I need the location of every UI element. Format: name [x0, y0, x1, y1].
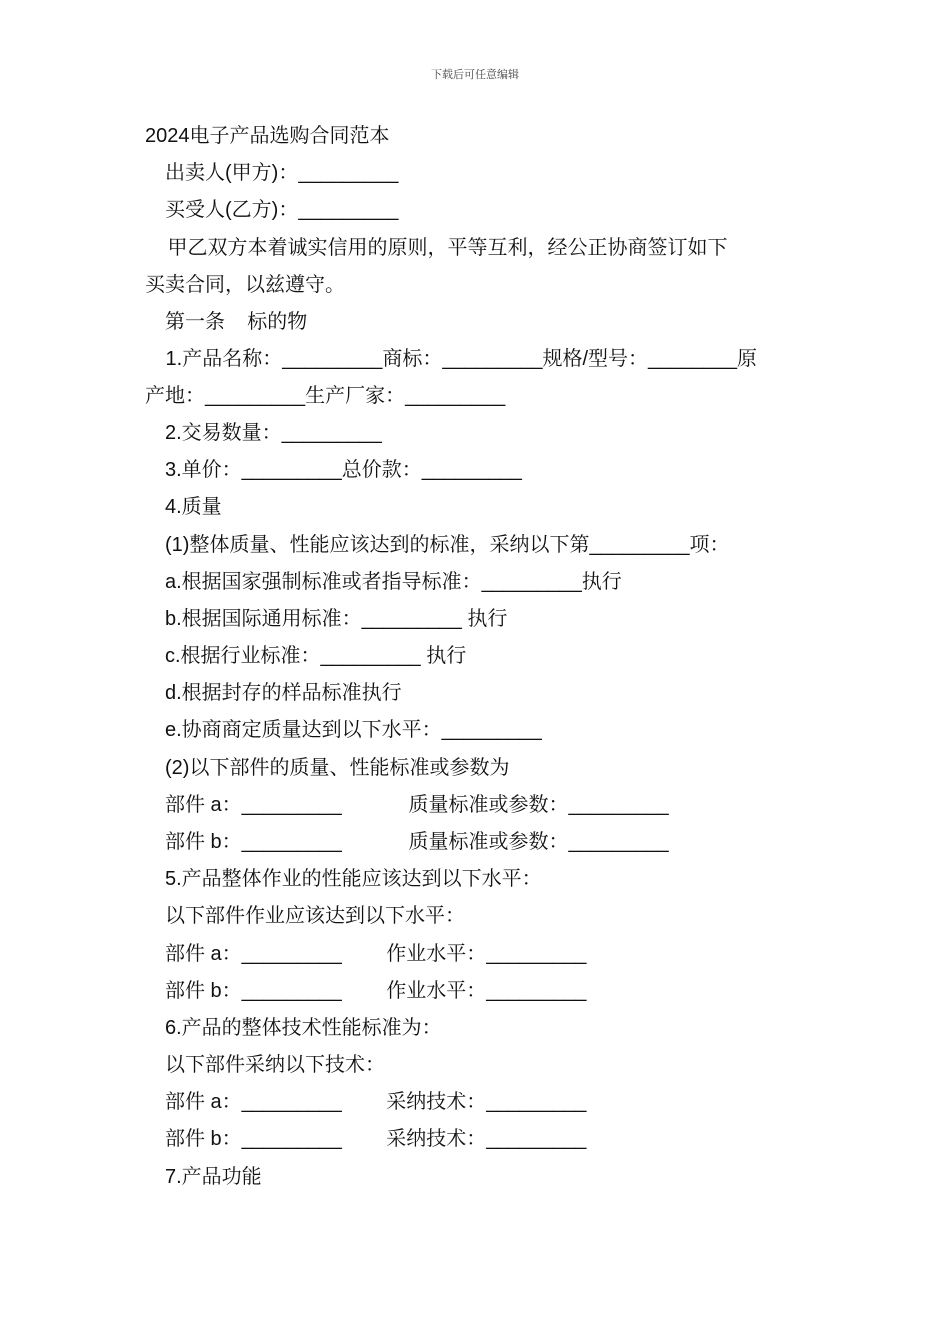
quantity-line: 2.交易数量：_________ [165, 422, 382, 444]
quality-option-c: c.根据行业标准：_________ 执行 [165, 645, 467, 667]
seller-line: 出卖人(甲方)：_________ [165, 162, 399, 184]
price-line: 3.单价：_________总价款：_________ [165, 459, 522, 481]
quality-standard-line: (1)整体质量、性能应该达到的标准，采纳以下第_________项： [165, 534, 730, 556]
parts-standard-heading: (2)以下部件的质量、性能标准或参数为 [165, 757, 510, 779]
part-a-quality-line: 部件 a：_________ 质量标准或参数：_________ [165, 794, 669, 816]
intro-paragraph-line-2: 买卖合同，以兹遵守。 [145, 274, 345, 296]
buyer-line: 买受人(乙方)：_________ [165, 199, 399, 221]
part-b-performance-line: 部件 b：_________ 作业水平：_________ [165, 980, 587, 1002]
page-header: 下载后可任意编辑 [431, 68, 519, 81]
product-info-line-1: 1.产品名称：_________商标：_________规格/型号：________原 [160, 348, 757, 370]
part-a-performance-line: 部件 a：_________ 作业水平：_________ [165, 943, 587, 965]
quality-option-b: b.根据国际通用标准：_________ 执行 [165, 608, 508, 630]
parts-technology-line: 以下部件采纳以下技术： [165, 1054, 385, 1076]
part-a-technology-line: 部件 a：_________ 采纳技术：_________ [165, 1091, 587, 1113]
performance-heading: 5.产品整体作业的性能应该达到以下水平： [165, 868, 542, 890]
part-b-quality-line: 部件 b：_________ 质量标准或参数：_________ [165, 831, 669, 853]
parts-performance-line: 以下部件作业应该达到以下水平： [165, 905, 465, 927]
quality-option-d: d.根据封存的样品标准执行 [165, 682, 402, 704]
product-function-heading: 7.产品功能 [165, 1166, 262, 1188]
article-1-heading: 第一条 标的物 [165, 311, 308, 333]
intro-paragraph-line-1: 甲乙双方本着诚实信用的原则，平等互利，经公正协商签订如下 [162, 237, 728, 259]
quality-option-e: e.协商商定质量达到以下水平：_________ [165, 719, 542, 741]
quality-heading: 4.质量 [165, 496, 222, 518]
part-b-technology-line: 部件 b：_________ 采纳技术：_________ [165, 1128, 587, 1150]
document-title: 2024电子产品选购合同范本 [145, 125, 390, 147]
quality-option-a: a.根据国家强制标准或者指导标准：_________执行 [165, 571, 622, 593]
product-info-line-2: 产地：_________生产厂家：_________ [145, 385, 506, 407]
technical-standard-heading: 6.产品的整体技术性能标准为： [165, 1017, 442, 1039]
